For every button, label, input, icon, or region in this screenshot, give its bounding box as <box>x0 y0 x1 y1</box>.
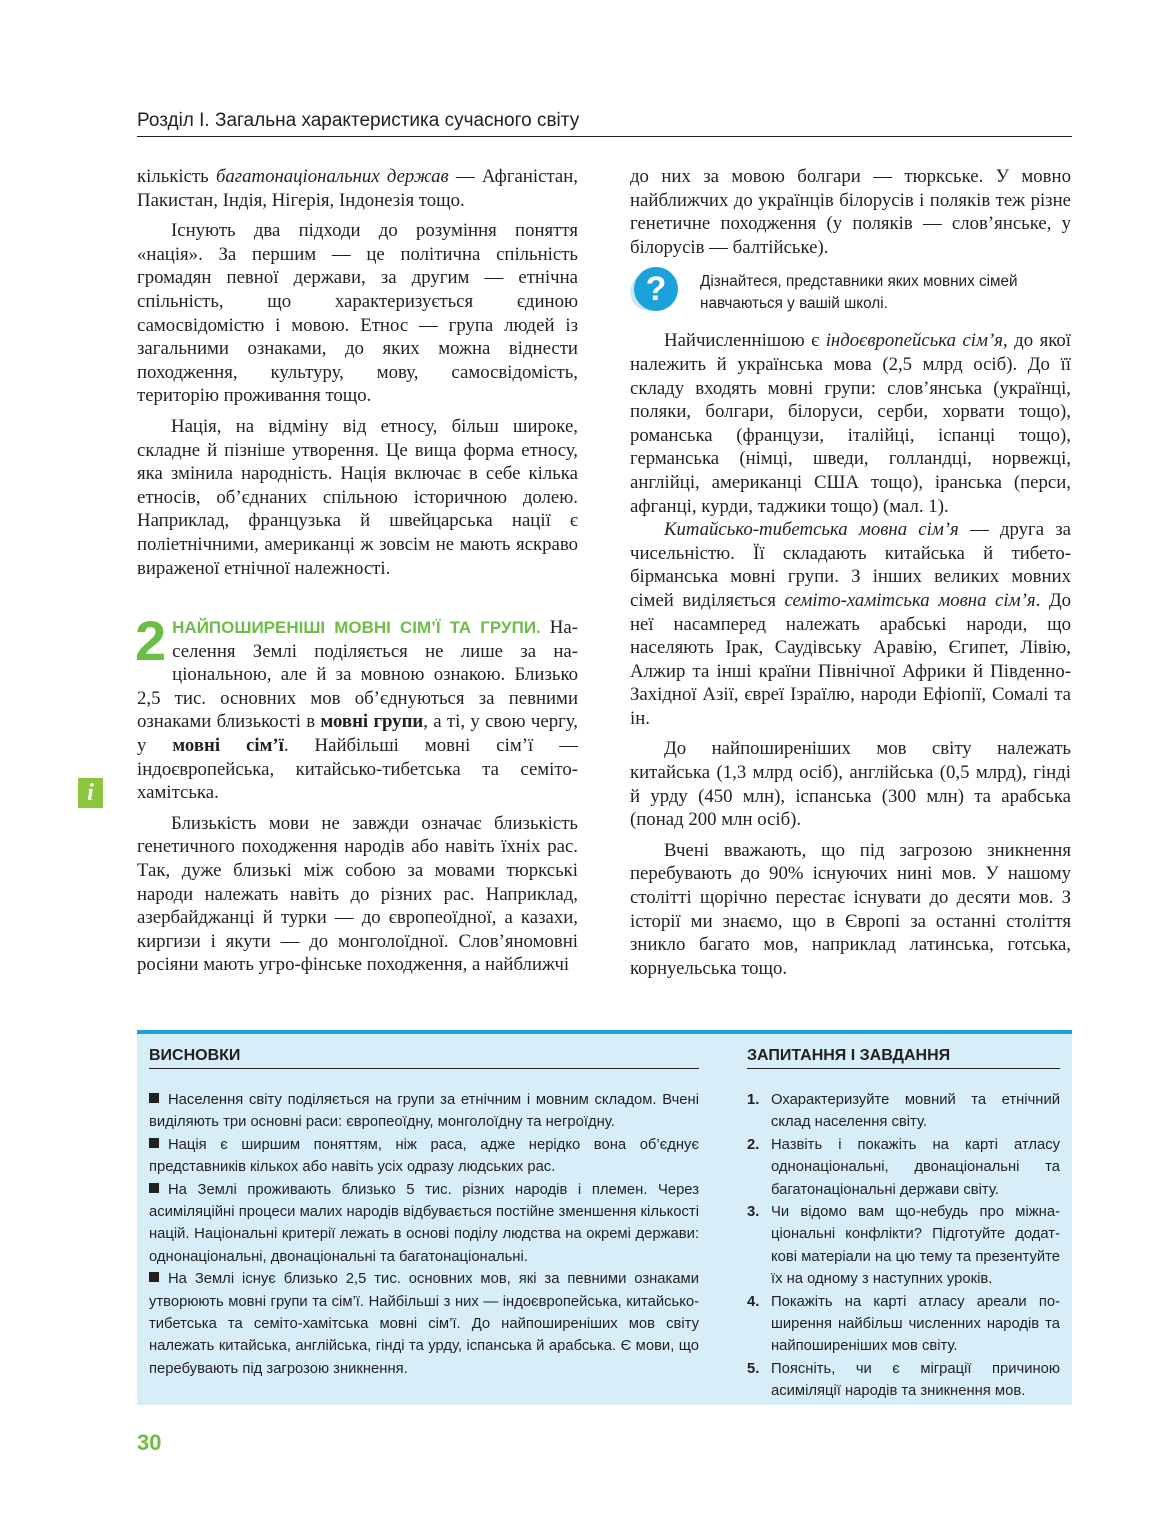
task-item: 1. Охарактеризуйте мовний та етнічний склад населення світу. <box>747 1092 1060 1131</box>
header-title: Розділ І. Загальна характеристика сучасного світу <box>137 110 580 131</box>
paragraph: До найпоширеніших мов світу належать китайська (1,3 млрд осіб), англійська (0,5 млрд), гінді й урду (450 млн), іспанська (300 млн) та арабська (понад 200 млн осіб). <box>630 738 1071 831</box>
task-item: 4. Покажіть на карті атласу ареали поширення найбільш численних народів та найпоширеніших мов світу. <box>747 1293 1060 1355</box>
paragraph: Близькість мови не завжди означає близькість генетичного походження народів або навіть їхніх рас. Так, дуже близькі між собою за мовами тюркські народи належать навіть до різних рас. Наприклад, азербайджанці й турки — до європеоїдної, а казахи, киргизи і якути — до монголоїдної. Слов’яномовні росіяни мають угро-фінське походження, а найближчі <box>137 812 578 976</box>
task-item: 2. Назвіть і покажіть на карті атласу однонаціональні, двонаціональні та багатонаціональні держави світу. <box>747 1136 1060 1198</box>
running-header <box>137 108 1072 137</box>
bullet-square-icon <box>149 1272 159 1282</box>
left-column <box>137 165 578 977</box>
summary-top-bar <box>137 1030 1072 1034</box>
paragraph: Нація, на відміну від етносу, більш широке, складне й пізніше утворення. Це вища форма етносу, яка змінила народність. Нація включає в себе кілька етносів, об’єднаних спільною історичною долею. Наприклад, французька й швейцарська нації є поліетнічними, американці ж зовсім не мають яскраво вираженої етнічної належності. <box>137 415 578 579</box>
paragraph: Найчисленнішою є індоєвропейська сім’я, до якої належить й українська мова (2,5 млрд осіб). До її складу входять мовні групи: слов’янська (українці, поляки, болгари, білоруси, серби, хорвати тощо), романська (французи, італійці, іспанці тощо), германська (німці, шведи, голландці, норвежці, англійці, американці США тощо), іранська (перси, афганці, курди, таджики тощо) (мал. 1). <box>630 330 1071 517</box>
conclusions-list <box>149 1089 699 1380</box>
task-item: 5. Поясніть, чи є міграції причиною асиміляції народів та зникнення мов. <box>747 1360 1060 1400</box>
info-icon: i <box>78 778 103 808</box>
paragraph: Вчені вважають, що під загрозою зникнення перебувають до 90% існуючих нині мов. У нашому столітті щорічно перестає існувати до десяти мов. З історії ми знаємо, що в Європі за останні століття зникло багато мов, наприклад латинська, готська, корнуельська тощо. <box>630 839 1071 979</box>
conclusions-title: ВИСНОВКИ <box>149 1042 699 1069</box>
paragraph: кількість багатонаціональних держав — Афганістан, Пакистан, Індія, Нігерія, Індонезія тощо. <box>137 166 579 211</box>
conclusions-panel <box>149 1042 699 1380</box>
bullet-square-icon <box>149 1138 159 1148</box>
tasks-panel <box>747 1042 1060 1403</box>
section-title: НАЙПОШИРЕНІШІ МОВНІ СІМ’Ї ТА ГРУПИ. <box>172 618 541 638</box>
question-text: Дізнайтеся, представники яких мовних сімей навчаються у вашій школі. <box>700 273 1018 313</box>
question-icon: ? <box>634 267 678 311</box>
section-paragraph: 2 НАЙПОШИРЕНІШІ МОВНІ СІМ’Ї ТА ГРУПИ. Населення Землі поділяється не лише за національною, але й за мовною ознакою. Близько 2,5 тис. основних мов об’єднуються за певними ознаками близькості в мовні групи, а ті, у свою чергу, у мовні сім’ї. Найбільші мовні сім’ї — індоєвропейська, китайсько-тибетська та семіто-хамітська. <box>135 609 578 804</box>
bullet-square-icon <box>149 1093 159 1103</box>
tasks-list <box>747 1089 1060 1403</box>
conclusion-item: На Землі проживають близько 5 тис. різних народів і племен. Через асиміляційні процеси малих народів відбувається постійне зменшення кількості націй. Національні критерії лежать в основі поділу людства на окремі держави: однонаціональні, двонаціональні та багатонаціональні. <box>149 1181 699 1265</box>
conclusion-item: Населення світу поділяється на групи за етнічним і мовним складом. Вчені виділяють три основні раси: європеоїдну, монголоїдну та негроїдну. <box>149 1092 699 1131</box>
paragraph: до них за мовою болгари — тюркське. У мовно найближчих до українців білорусів і поляків теж різне генетичне походження (у поляків — слов’янське, у білорусів — балтійське). <box>630 166 1071 258</box>
conclusion-item: Нація є ширшим поняттям, ніж раса, адже нерідко вона об’єднує представників кількох або навіть усіх одразу людських рас. <box>149 1136 699 1176</box>
right-column <box>630 165 1071 980</box>
paragraph: Китайсько-тибетська мовна сім’я — друга за чисельністю. Її складають китайська й тибето-бірманська мовні групи. З інших великих мовних сімей виділяється семіто-хамітська мовна сім’я. До неї насамперед належать арабські народи, що населяють Ірак, Саудівську Аравію, Єгипет, Лівію, Алжир та інші країни Північної Африки й Південно-Західної Азії, євреї Ізраїлю, народи Ефіопії, Сомалі та ін. <box>630 519 1072 729</box>
bullet-square-icon <box>149 1183 159 1193</box>
task-item: 3. Чи відомо вам що-небудь про міжнаціональні конфлікти? Підготуйте додаткові матеріали на цю тему та презентуйте їх на одному з наступних уроків. <box>747 1204 1060 1288</box>
section-number: 2 <box>135 609 167 673</box>
conclusion-item: На Землі існує близько 2,5 тис. основних мов, які за певними ознаками утворюють мовні групи та сім’ї. Найбільші з них — індоєвропейська, китайсько-тибетська та семіто-хамітська мовні сім’ї. До найпоширеніших мов світу належать китайська, англійська, гінді та урду, іспанська й арабська. Є мови, що перебувають під загрозою зникнення. <box>149 1271 699 1377</box>
page-number: 30 <box>137 1430 162 1455</box>
summary-box <box>137 1030 1072 1405</box>
tasks-title: ЗАПИТАННЯ І ЗАВДАННЯ <box>747 1042 1060 1069</box>
question-callout <box>630 265 1071 323</box>
paragraph: Існують два підходи до розуміння поняття «нація». За першим — це політична спільність громадян певної держави, за другим — етнічна спільність, що характеризується єдиною самосвідомістю і мовою. Етнос — група людей із загальними ознаками, до яких можна віднести походження, культуру, мову, самосвідомість, територію проживання тощо. <box>137 220 578 407</box>
